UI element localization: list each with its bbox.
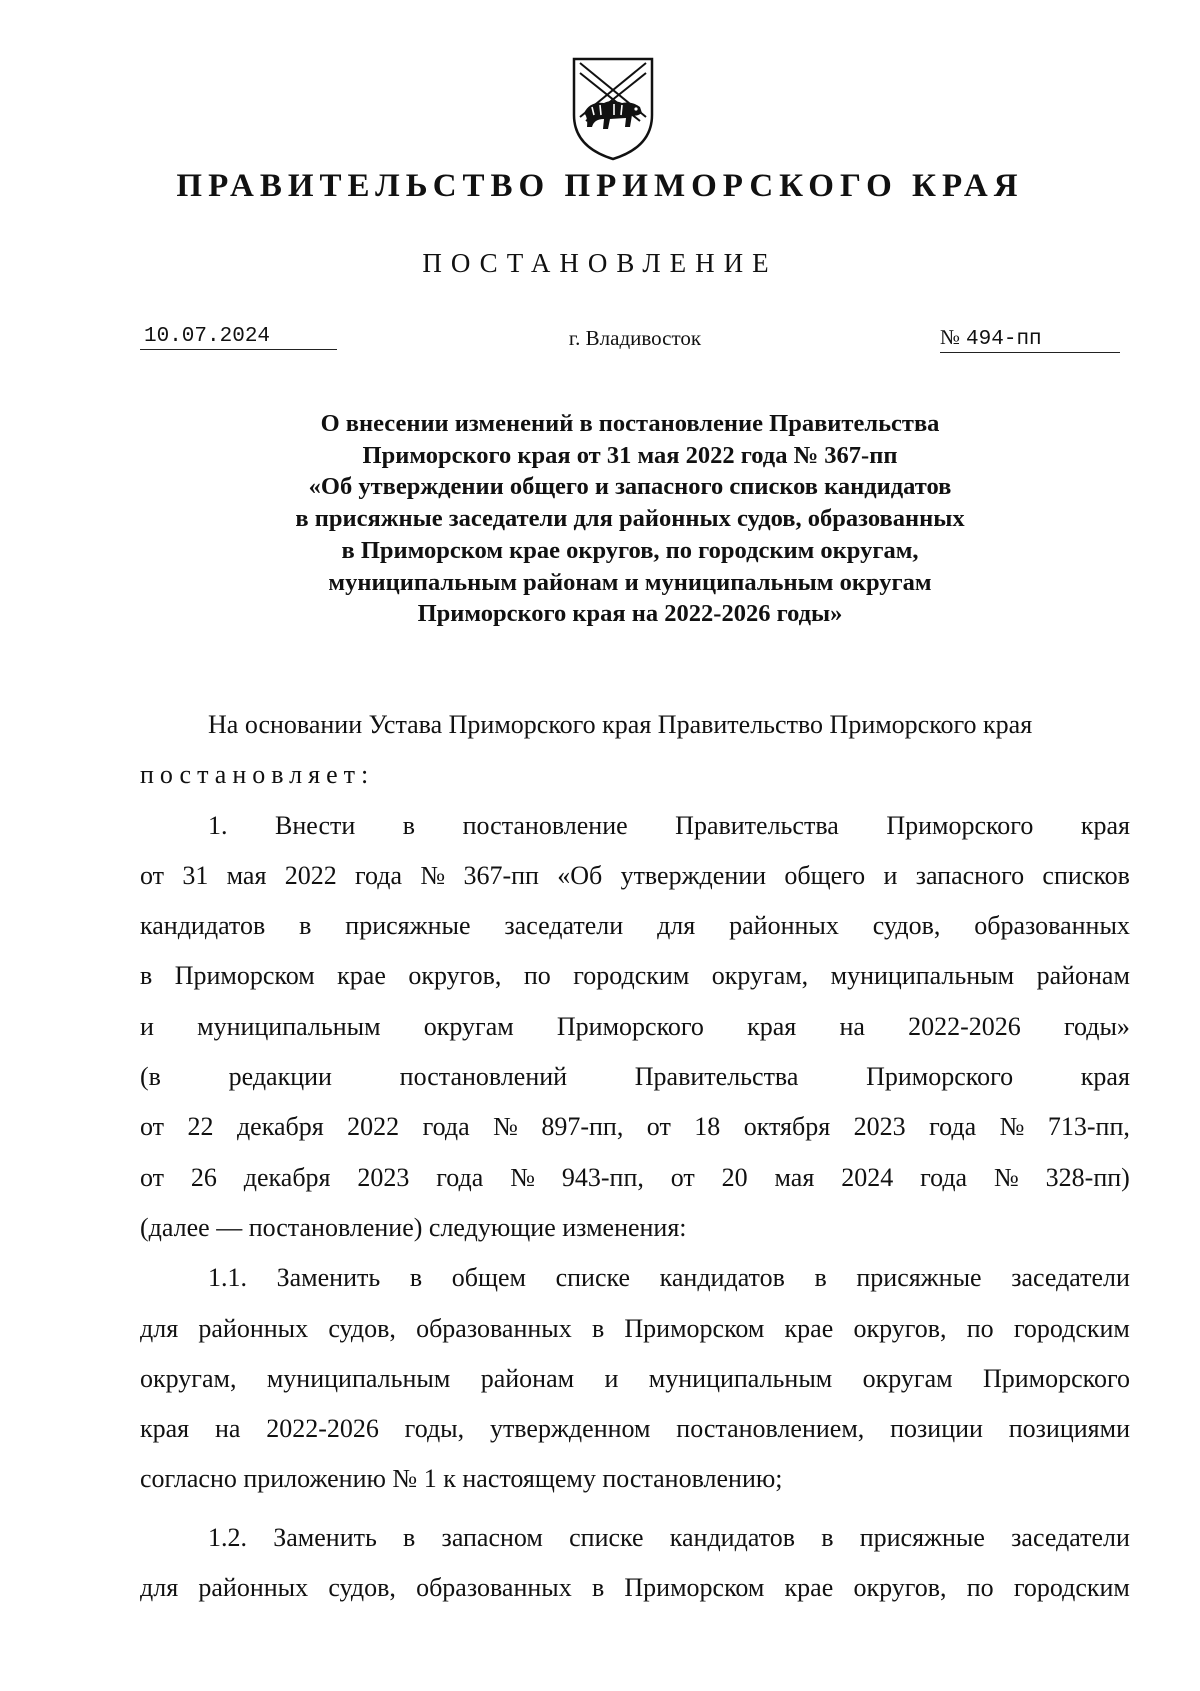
word: образованных	[416, 1313, 572, 1343]
word: и	[604, 1363, 619, 1393]
word: мая	[226, 860, 267, 890]
body-line	[140, 851, 1130, 901]
body-line: На основании Устава Приморского края Правительство Приморского края	[208, 710, 1033, 739]
word: в	[299, 911, 312, 941]
word: мая	[774, 1162, 815, 1192]
word: от	[140, 1112, 165, 1142]
word: 897-пп,	[541, 1112, 624, 1142]
heading-line: в присяжные заседатели для районных судов, образованных	[295, 505, 965, 533]
body-line	[140, 1354, 1130, 1404]
word: в	[402, 810, 416, 840]
word: на	[839, 1011, 865, 1041]
word: 31	[182, 860, 209, 890]
body-line	[140, 951, 1130, 1001]
word: кандидатов	[669, 1522, 795, 1552]
word: 1.1.	[208, 1263, 247, 1293]
body-line	[140, 1404, 1130, 1454]
word: заседатели	[1011, 1522, 1130, 1552]
word: муниципальным	[648, 1363, 833, 1393]
document-body	[140, 700, 1130, 1613]
coat-of-arms-emblem	[570, 55, 656, 163]
word: позиции	[890, 1414, 983, 1444]
word: 20	[721, 1162, 748, 1192]
word: от	[140, 1162, 165, 1192]
word: 2022-2026	[266, 1414, 379, 1444]
body-line-resolves: постановляет:	[140, 760, 375, 790]
word: 1.	[208, 810, 228, 840]
word: крае	[337, 961, 386, 991]
word: районам	[1036, 961, 1130, 991]
word: Приморском	[174, 961, 315, 991]
word: 2022-2026	[908, 1011, 1021, 1041]
word: по	[966, 1313, 994, 1343]
word: от	[670, 1162, 695, 1192]
word: Приморском	[624, 1573, 765, 1603]
word: края	[1080, 810, 1130, 840]
heading-line: Приморского края на 2022-2026 годы»	[417, 600, 843, 628]
word: присяжные	[856, 1263, 982, 1293]
word: списке	[569, 1522, 644, 1552]
word: в	[403, 1522, 416, 1552]
word: в	[591, 1313, 605, 1343]
word: Приморского	[556, 1011, 704, 1041]
document-type-title: ПОСТАНОВЛЕНИЕ	[422, 248, 778, 278]
word: и	[140, 1011, 154, 1041]
word: края	[747, 1011, 797, 1041]
word: муниципальным	[197, 1011, 381, 1041]
word: и	[883, 860, 898, 890]
word: в	[591, 1573, 605, 1603]
word: №	[493, 1112, 518, 1142]
word: заседатели	[504, 911, 624, 941]
word: Приморского	[866, 1062, 1014, 1092]
body-line: (далее — постановление) следующие изменения:	[140, 1212, 687, 1242]
word: районам	[480, 1363, 575, 1393]
word: списков	[1042, 860, 1130, 890]
word: общем	[451, 1263, 526, 1293]
word: для	[140, 1573, 179, 1603]
word: 943-пп,	[561, 1162, 644, 1192]
heading-line: О внесении изменений в постановление Правительства	[320, 410, 940, 437]
word: Заменить	[276, 1263, 381, 1293]
word: Приморском	[624, 1313, 765, 1343]
body-line	[140, 1002, 1130, 1052]
heading-line: муниципальным районам и муниципальным округам	[328, 568, 932, 596]
word: года	[355, 860, 403, 890]
word: округам,	[140, 1363, 237, 1393]
government-title: ПРАВИТЕЛЬСТВО ПРИМОРСКОГО КРАЯ	[176, 168, 1024, 204]
word: на	[214, 1414, 241, 1444]
word: редакции	[228, 1062, 332, 1092]
word: в	[140, 961, 153, 991]
word: Приморского	[982, 1363, 1130, 1393]
word: для	[657, 911, 696, 941]
word: городским	[1013, 1313, 1130, 1343]
word: запасного	[915, 860, 1025, 890]
word: в	[821, 1522, 834, 1552]
word: года	[422, 1112, 470, 1142]
body-line	[140, 1563, 1130, 1613]
heading-line: Приморского края от 31 мая 2022 года № 367-пп	[362, 441, 898, 469]
word: запасном	[441, 1522, 543, 1552]
body-line: согласно приложению № 1 к настоящему постановлению;	[140, 1464, 783, 1494]
word: списке	[555, 1263, 631, 1293]
word: районных	[198, 1313, 309, 1343]
word: Правительства	[634, 1062, 799, 1092]
word: декабря	[236, 1112, 324, 1142]
body-line	[140, 1153, 1130, 1203]
word: года	[920, 1162, 968, 1192]
body-line	[140, 1253, 1130, 1303]
word: декабря	[243, 1162, 331, 1192]
body-line	[140, 1513, 1130, 1563]
word: 328-пп)	[1045, 1162, 1130, 1192]
word: годы,	[404, 1414, 465, 1444]
heading-line: в Приморском крае округов, по городским округам,	[341, 536, 919, 564]
word: 367-пп	[463, 860, 539, 890]
word: по	[523, 961, 551, 991]
word: 2022	[347, 1112, 400, 1142]
word: образованных	[974, 911, 1130, 941]
document-heading	[150, 408, 1110, 630]
word: №	[993, 1162, 1019, 1192]
word: кандидатов	[140, 911, 266, 941]
word: 2022	[284, 860, 337, 890]
word: крае	[784, 1573, 834, 1603]
word: судов,	[872, 911, 941, 941]
word: судов,	[328, 1313, 396, 1343]
word: 2024	[841, 1162, 894, 1192]
word: октября	[743, 1112, 831, 1142]
word: «Об	[557, 860, 603, 890]
body-line	[140, 1304, 1130, 1354]
word: №	[420, 860, 446, 890]
word: образованных	[416, 1573, 572, 1603]
word: городским	[1013, 1573, 1130, 1603]
word: заседатели	[1011, 1263, 1130, 1293]
document-date: 10.07.2024	[144, 325, 271, 348]
word: крае	[784, 1313, 834, 1343]
word: Приморского	[886, 810, 1034, 840]
body-line-justified	[140, 801, 1130, 851]
word: округам	[423, 1011, 514, 1041]
word: 2023	[853, 1112, 906, 1142]
word: округам	[862, 1363, 953, 1393]
word: районных	[198, 1573, 309, 1603]
word: общего	[784, 860, 866, 890]
word: года	[436, 1162, 484, 1192]
word: для	[140, 1313, 179, 1343]
word: судов,	[328, 1573, 396, 1603]
word: муниципальным	[830, 961, 1015, 991]
word: городским	[573, 961, 690, 991]
word: от	[646, 1112, 671, 1142]
word: по	[966, 1573, 994, 1603]
word: в	[409, 1263, 423, 1293]
word: края	[140, 1414, 190, 1444]
word: годы»	[1063, 1011, 1130, 1041]
body-line	[140, 901, 1130, 951]
heading-line: «Об утверждении общего и запасного списков кандидатов	[308, 473, 952, 501]
word: присяжные	[345, 911, 471, 941]
word: округов,	[408, 961, 502, 991]
word: муниципальным	[266, 1363, 451, 1393]
word: (в	[140, 1062, 161, 1092]
word: 18	[694, 1112, 721, 1142]
word: районных	[729, 911, 839, 941]
word: 22	[187, 1112, 214, 1142]
word: присяжные	[859, 1522, 985, 1552]
word: Заменить	[273, 1522, 377, 1552]
word: Правительства	[675, 810, 839, 840]
word: кандидатов	[659, 1263, 785, 1293]
word: округам,	[711, 961, 809, 991]
word: постановление	[462, 810, 628, 840]
number-sign: №	[940, 325, 961, 349]
word: 26	[190, 1162, 217, 1192]
word: от	[140, 860, 165, 890]
word: 2023	[357, 1162, 410, 1192]
word: округов,	[853, 1313, 947, 1343]
document-number-field	[940, 325, 1120, 353]
word: округов,	[853, 1573, 947, 1603]
word: утвержденном	[489, 1414, 651, 1444]
word: Внести	[275, 810, 356, 840]
word: №	[999, 1112, 1025, 1142]
word: позициями	[1008, 1414, 1130, 1444]
document-date-field	[140, 325, 337, 350]
body-line	[140, 1052, 1130, 1102]
word: края	[1080, 1062, 1130, 1092]
word: 713-пп,	[1047, 1112, 1130, 1142]
word: №	[510, 1162, 535, 1192]
document-number: 494-пп	[966, 328, 1042, 351]
word: постановлений	[399, 1062, 568, 1092]
word: постановлением,	[676, 1414, 865, 1444]
body-line	[140, 1102, 1130, 1152]
word: в	[814, 1263, 827, 1293]
word: года	[929, 1112, 977, 1142]
document-city: г. Владивосток	[568, 326, 702, 350]
word: утверждении	[620, 860, 767, 890]
word: 1.2.	[208, 1522, 247, 1552]
